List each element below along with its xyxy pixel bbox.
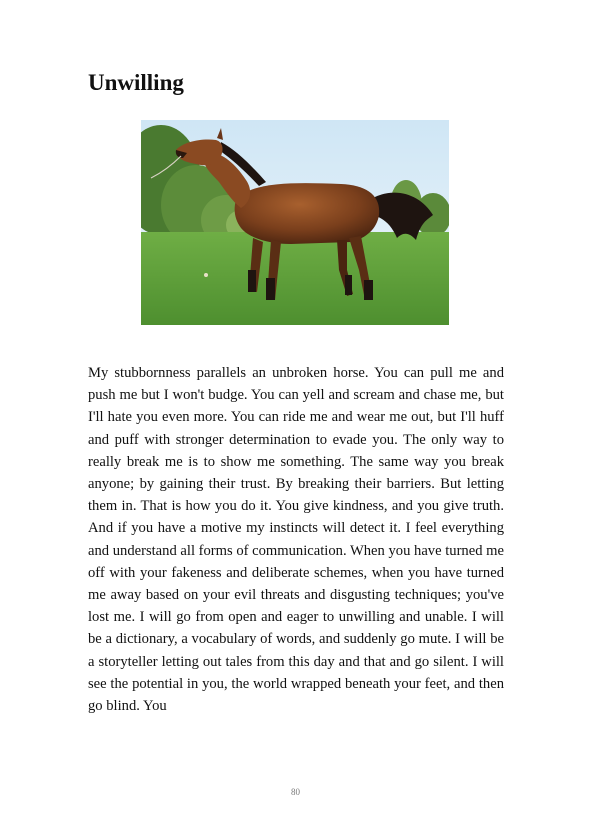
flower: [204, 273, 208, 277]
page-number: 80: [291, 787, 300, 797]
grass: [141, 232, 449, 325]
horse-photo: [141, 120, 449, 325]
page-title: Unwilling: [88, 70, 184, 95]
horse-illustration: [141, 120, 449, 325]
body-paragraph: My stubbornness parallels an unbroken horse. You can pull me and push me but I won't budge. You can yell and scream and chase me, but I'll hate you even more. You can ride me and wear me out, but I'll huff and puff with stronger determination to evade you. The only way to really break me is to show me something. The same way you break anyone; by gaining their trust. By breaking their barriers. But letting them in. That is how you do it. You give kindness, and you give truth. And if you have a motive my instincts will detect it. I feel everything and understand all forms of communication. When you have turned me off with your fakeness and deliberate schemes, when you have turned me away based on your evil threats and disgusting techniques; you've lost me. I will go from open and eager to unwilling and unable. I will be a dictionary, a vocabulary of words, and suddenly go mute. I will be a storyteller letting out tales from this day and that and go silent. I will see the potential in you, the world wrapped beneath your feet, and then go blind. You: [88, 365, 504, 715]
